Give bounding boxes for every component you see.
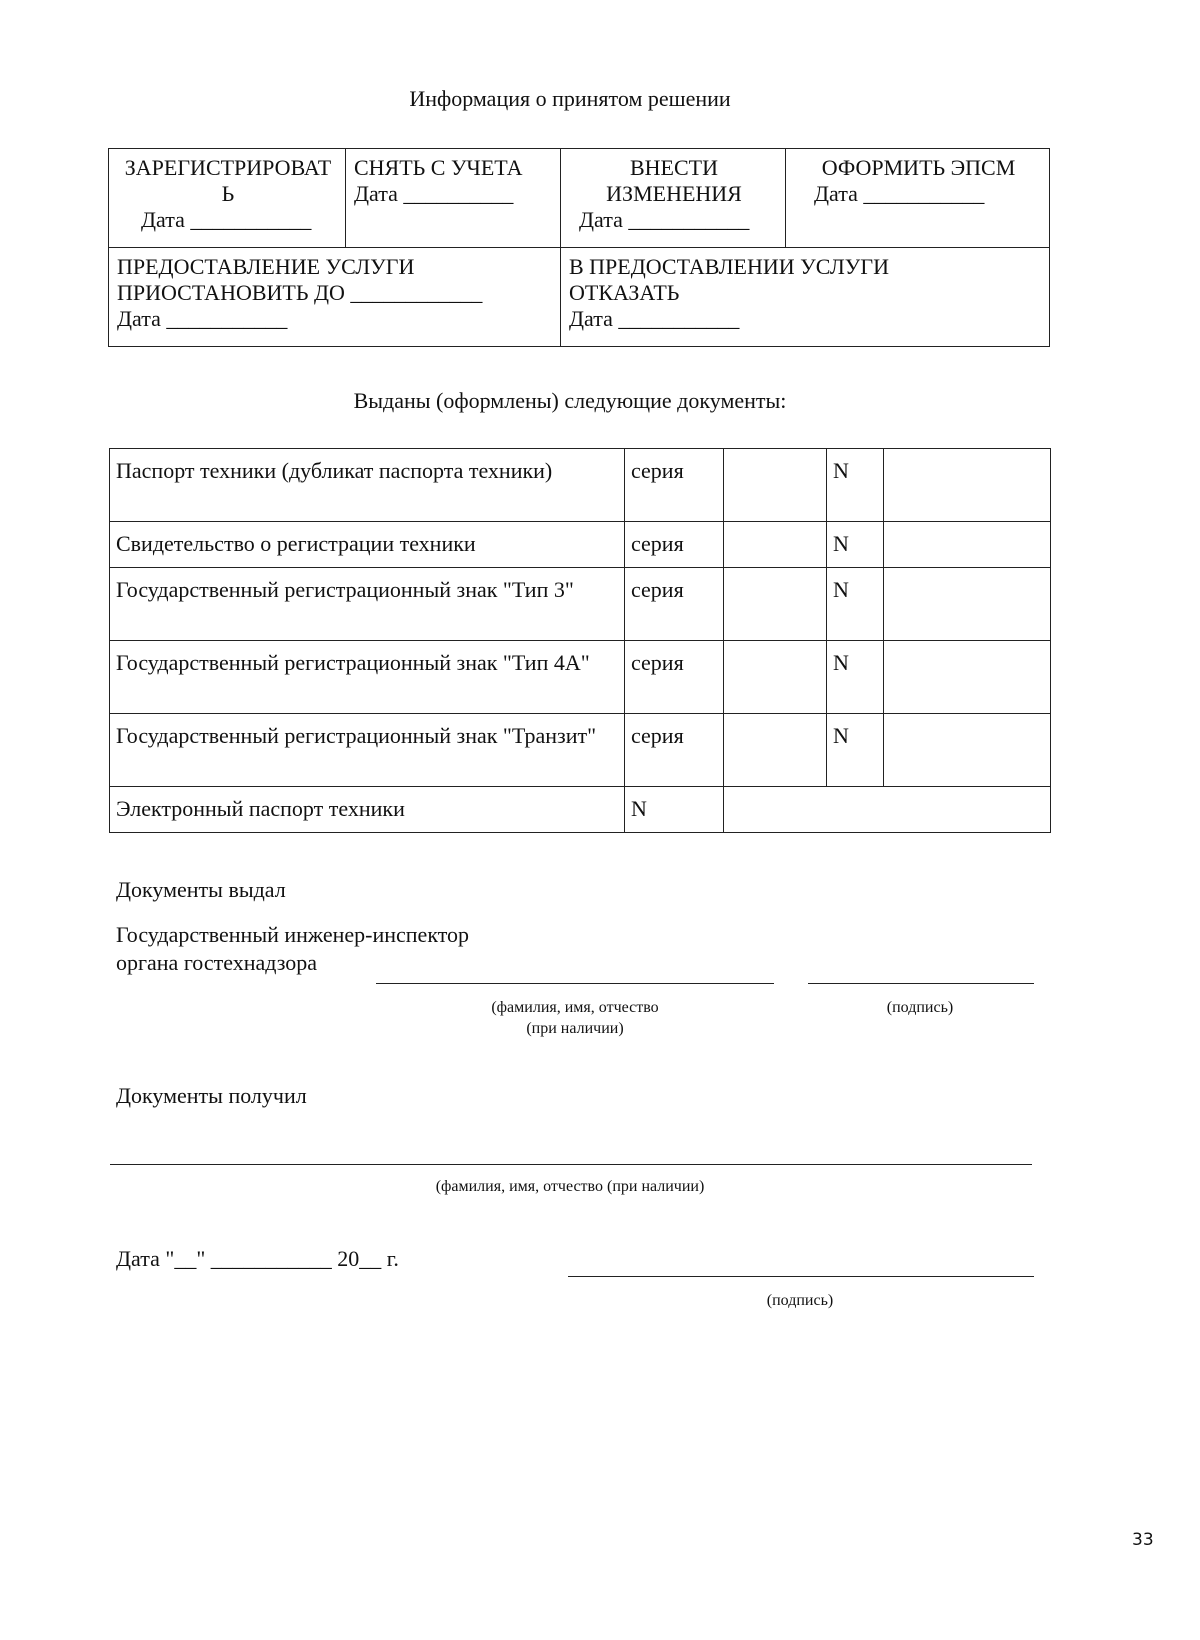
decision-changes-cell[interactable] <box>561 149 786 248</box>
table-row <box>110 568 1051 641</box>
document-series-value[interactable] <box>724 522 827 568</box>
table-row <box>110 522 1051 568</box>
decision-suspend-date: Дата ___________ <box>117 306 288 331</box>
issued-title: Выданы (оформлены) следующие документы: <box>353 388 787 413</box>
decision-title: Информация о принятом решении <box>409 86 731 111</box>
issuer-fio-caption-line2: (при наличии) <box>526 1020 624 1037</box>
receiver-fio-caption: (фамилия, имя, отчество (при наличии) <box>435 1178 705 1195</box>
decision-refuse-line1: В ПРЕДОСТАВЛЕНИИ УСЛУГИ <box>569 254 889 279</box>
document-series-label: серия <box>625 522 724 568</box>
document-number-label: N <box>827 568 884 641</box>
issuer-position-line2: органа гостехнадзора <box>116 950 318 975</box>
document-name: Государственный регистрационный знак "Транзит" <box>110 714 625 787</box>
table-row <box>110 714 1051 787</box>
decision-deregister-label: СНЯТЬ С УЧЕТА <box>354 155 523 180</box>
documents-table <box>109 448 1051 833</box>
document-number-value[interactable] <box>884 568 1051 641</box>
document-series-label: серия <box>625 449 724 522</box>
document-series-label: серия <box>625 714 724 787</box>
issuer-label: Документы выдал <box>116 877 286 902</box>
electronic-passport-number-value[interactable] <box>724 787 1051 833</box>
issuer-signature-caption: (подпись) <box>886 999 954 1016</box>
decision-refuse-cell[interactable] <box>561 248 1050 347</box>
decision-epsm-date: Дата ___________ <box>814 181 985 206</box>
table-row <box>110 787 1051 833</box>
document-name: Государственный регистрационный знак "Тип 4А" <box>110 641 625 714</box>
table-row <box>110 449 1051 522</box>
document-series-value[interactable] <box>724 568 827 641</box>
decision-suspend-line2: ПРИОСТАНОВИТЬ ДО ____________ <box>117 280 483 305</box>
decision-register-date: Дата ___________ <box>141 207 312 232</box>
document-number-value[interactable] <box>884 449 1051 522</box>
document-series-value[interactable] <box>724 714 827 787</box>
receiver-signature-line[interactable] <box>568 1276 1034 1277</box>
document-name: Паспорт техники (дубликат паспорта техники) <box>110 449 625 522</box>
decision-refuse-line2: ОТКАЗАТЬ <box>569 280 680 305</box>
decision-suspend-line1: ПРЕДОСТАВЛЕНИЕ УСЛУГИ <box>117 254 415 279</box>
decision-changes-date: Дата ___________ <box>579 207 750 232</box>
page-number: 33 <box>1132 1530 1154 1550</box>
decision-deregister-date: Дата __________ <box>354 181 514 206</box>
document-series-label: серия <box>625 641 724 714</box>
document-number-value[interactable] <box>884 522 1051 568</box>
table-row <box>110 641 1051 714</box>
document-name: Свидетельство о регистрации техники <box>110 522 625 568</box>
receiver-signature-caption: (подпись) <box>766 1292 834 1309</box>
issuer-fio-caption-line1: (фамилия, имя, отчество <box>491 999 659 1016</box>
decision-suspend-cell[interactable] <box>109 248 561 347</box>
decision-register-label: ЗАРЕГИСТРИРОВАТ Ь <box>124 155 332 206</box>
decision-refuse-date: Дата ___________ <box>569 306 740 331</box>
issuer-position-line1: Государственный инженер-инспектор <box>116 922 470 947</box>
document-number-value[interactable] <box>884 714 1051 787</box>
decision-deregister-cell[interactable] <box>346 149 561 248</box>
document-number-label: N <box>827 714 884 787</box>
decision-register-cell[interactable] <box>109 149 346 248</box>
decision-changes-label: ВНЕСТИ ИЗМЕНЕНИЯ <box>606 155 742 206</box>
electronic-passport-number-label: N <box>625 787 724 833</box>
decision-epsm-cell[interactable] <box>786 149 1050 248</box>
document-series-value[interactable] <box>724 449 827 522</box>
receiver-label: Документы получил <box>116 1083 307 1108</box>
document-series-label: серия <box>625 568 724 641</box>
decision-epsm-label: ОФОРМИТЬ ЭПСМ <box>821 155 1016 180</box>
electronic-passport-name: Электронный паспорт техники <box>110 787 625 833</box>
receiver-fio-line[interactable] <box>110 1164 1032 1165</box>
document-number-value[interactable] <box>884 641 1051 714</box>
issuer-signature-line[interactable] <box>808 983 1034 984</box>
document-number-label: N <box>827 449 884 522</box>
issuer-fio-line[interactable] <box>376 983 774 984</box>
document-number-label: N <box>827 522 884 568</box>
document-name: Государственный регистрационный знак "Тип 3" <box>110 568 625 641</box>
document-series-value[interactable] <box>724 641 827 714</box>
document-number-label: N <box>827 641 884 714</box>
date-line[interactable]: Дата "__" ___________ 20__ г. <box>116 1246 399 1271</box>
decision-table <box>108 148 1050 347</box>
